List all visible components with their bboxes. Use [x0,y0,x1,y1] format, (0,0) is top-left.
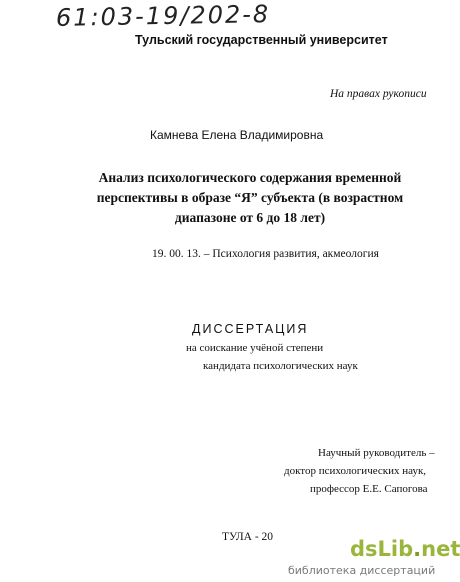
dissertation-heading: ДИССЕРТАЦИЯ [192,322,309,336]
manuscript-note: На правах рукописи [330,88,427,100]
title-line-2: перспективы в образе “Я” субъекта (в возрастном [96,190,404,205]
watermark [286,537,460,582]
city-year: ТУЛА - 20 [222,531,274,543]
supervisor-name: профессор Е.Е. Сапогова [310,483,428,495]
watermark-logo-tld: net [421,537,460,561]
supervisor-degree: доктор психологических наук, [284,465,427,477]
university-name: Тульский государственный университет [135,33,388,47]
watermark-logo-main: dsLib [350,537,414,561]
watermark-logo-dot: . [413,537,422,561]
title-line-1: Анализ психологического содержания временной [98,170,402,185]
degree-line-2: кандидата психологических наук [203,360,358,372]
degree-line-1: на соискание учёной степени [186,342,324,354]
dissertation-title [80,168,420,228]
handwritten-catalog-number: 61:03-19/202-8 [55,0,271,32]
author-name: Камнева Елена Владимировна [150,128,324,142]
watermark-logo [350,537,460,561]
title-line-3: диапазоне от 6 до 18 лет) [174,210,326,225]
supervisor-label: Научный руководитель – [318,447,435,459]
watermark-subtitle: библиотека диссертаций [288,564,436,577]
specialty-code: 19. 00. 13. – Психология развития, акмеология [152,248,379,260]
